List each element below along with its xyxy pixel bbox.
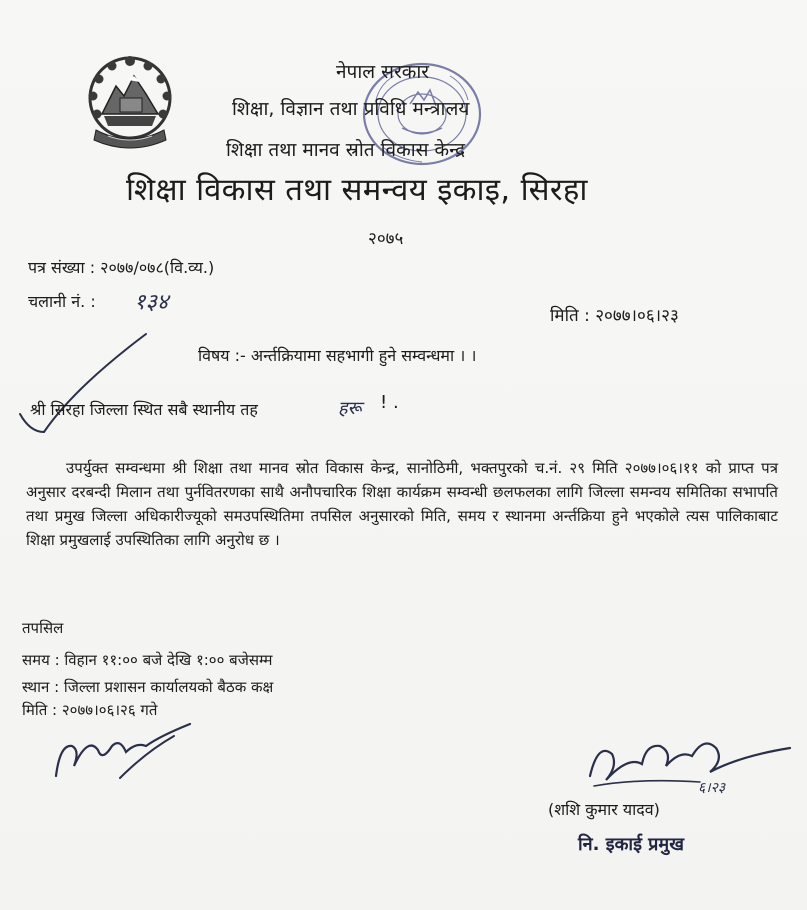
svg-text:६।२३: ६।२३ [698, 780, 726, 796]
letter-recipient: श्री सिरहा जिल्ला स्थित सबै स्थानीय तह [30, 400, 258, 419]
details-title: तपसिल [22, 619, 64, 637]
nepal-emblem-icon [84, 52, 176, 162]
header-center: शिक्षा तथा मानव स्रोत विकास केन्द्र [226, 139, 466, 161]
dispatch-label: चलानी नं. : [28, 292, 96, 311]
signatory-title: नि. इकाई प्रमुख [578, 834, 684, 855]
dispatch-number-handwritten: १३४ [134, 290, 169, 315]
letter-date: मिति : २०७७।०६।२३ [550, 306, 679, 326]
letter-subject: विषय :- अर्न्तक्रियामा सहभागी हुने सम्वन्धमा । । [198, 346, 477, 365]
details-date: मिति : २०७७।०६।२६ गते [22, 701, 158, 719]
header-year: २०७५ [368, 229, 404, 249]
letter-body: उपर्युक्त सम्वन्धमा श्री शिक्षा तथा मानव स्रोत विकास केन्द्र, सानोठिमी, भक्तपुरको च.नं. २९ मिति २०७७।०६।११ को प्राप्त पत्र अनुसार दरबन्दी मिलान तथा पुर्नवितरणका साथै अनौपचारिक शिक्षा कार्यक्रम सम्वन्धी छलफलका लागि जिल्ला समन्वय समितिका सभापति तथा प्रमुख जिल्ला अधिकारीज्यूको समउपस्थितिमा तपसिल अनुसारको मिति, समय र स्थानमा अर्न्तक्रिया हुने भएकोले त्यस पालिकाबाट शिक्षा प्रमुखलाई उपस्थितिका लागि अनुरोध छ । [26, 459, 778, 549]
details-place: स्थान : जिल्ला प्रशासन कार्यालयको बैठक कक्ष [22, 678, 274, 696]
recipient-handwritten-suffix: हरू [338, 398, 362, 419]
tick-mark-icon [14, 328, 154, 440]
signatory-name: (शशि कुमार यादव) [548, 800, 660, 819]
recipient-terminator: ! . [380, 392, 399, 413]
details-time: समय : विहान ११:०० बजे देखि १:०० बजेसम्म [22, 651, 273, 669]
signature-icon [580, 726, 800, 800]
header-government: नेपाल सरकार [336, 61, 430, 83]
header-ministry: शिक्षा, विज्ञान तथा प्रविधि मन्त्रालय [232, 98, 470, 120]
initial-signature-icon [50, 716, 200, 786]
header-office-title: शिक्षा विकास तथा समन्वय इकाइ, सिरहा [126, 172, 588, 208]
letter-number: पत्र संख्या : २०७७/०७८(वि.व्य.) [28, 258, 215, 277]
